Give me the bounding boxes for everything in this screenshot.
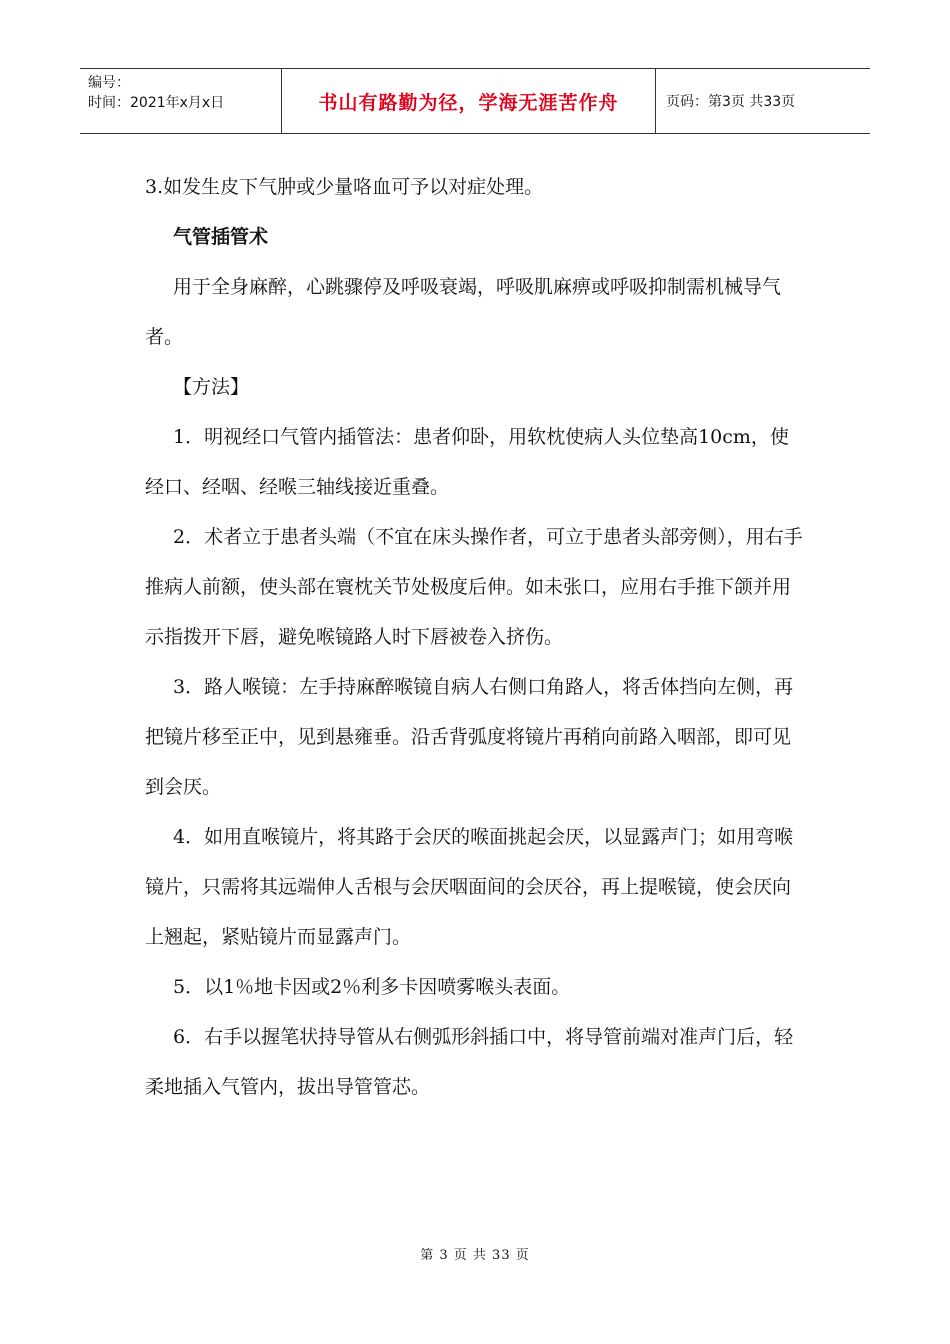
document-body (145, 162, 805, 1112)
header-slogan: 书山有路勤为径，学海无涯苦作舟 (282, 69, 656, 133)
paragraph: 2．术者立于患者头端（不宜在床头操作者，可立于患者头部旁侧），用右手推病人前额，使头部在寰枕关节处极度后伸。如未张口，应用右手推下颌并用示指拨开下唇，避免喉镜路人时下唇被卷入挤伤。 (145, 526, 803, 648)
page-footer: 第 3 页 共 33 页 (420, 1248, 530, 1263)
document-number-label: 编号： (88, 75, 130, 91)
page-header (80, 68, 870, 134)
paragraph: 6．右手以握笔状持导管从右侧弧形斜插口中，将导管前端对准声门后，轻柔地插入气管内，拔出导管管芯。 (145, 1026, 794, 1098)
header-meta (80, 69, 282, 133)
header-page-info: 页码：第3页 共33页 (666, 94, 796, 110)
document-time-label: 时间：2021年x月x日 (88, 95, 225, 111)
section-heading: 气管插管术 (173, 226, 269, 248)
paragraph: 用于全身麻醉，心跳骤停及呼吸衰竭，呼吸肌麻痹或呼吸抑制需机械导气者。 (145, 276, 782, 348)
paragraph: 4．如用直喉镜片，将其路于会厌的喉面挑起会厌，以显露声门；如用弯喉镜片，只需将其远端伸人舌根与会厌咽面间的会厌谷，再上提喉镜，使会厌向上翘起，紧贴镜片而显露声门。 (145, 826, 794, 948)
paragraph: 5．以1％地卡因或2％利多卡因喷雾喉头表面。 (173, 976, 571, 998)
paragraph: 1．明视经口气管内插管法：患者仰卧，用软枕使病人头位垫高10cm，使经口、经咽、经喉三轴线接近重叠。 (145, 426, 789, 498)
paragraph: 3．路人喉镜：左手持麻醉喉镜自病人右侧口角路人，将舌体挡向左侧，再把镜片移至正中，见到悬雍垂。沿舌背弧度将镜片再稍向前路入咽部，即可见到会厌。 (145, 676, 794, 798)
method-label: 【方法】 (173, 376, 250, 398)
paragraph: 3.如发生皮下气肿或少量咯血可予以对症处理。 (145, 176, 544, 198)
